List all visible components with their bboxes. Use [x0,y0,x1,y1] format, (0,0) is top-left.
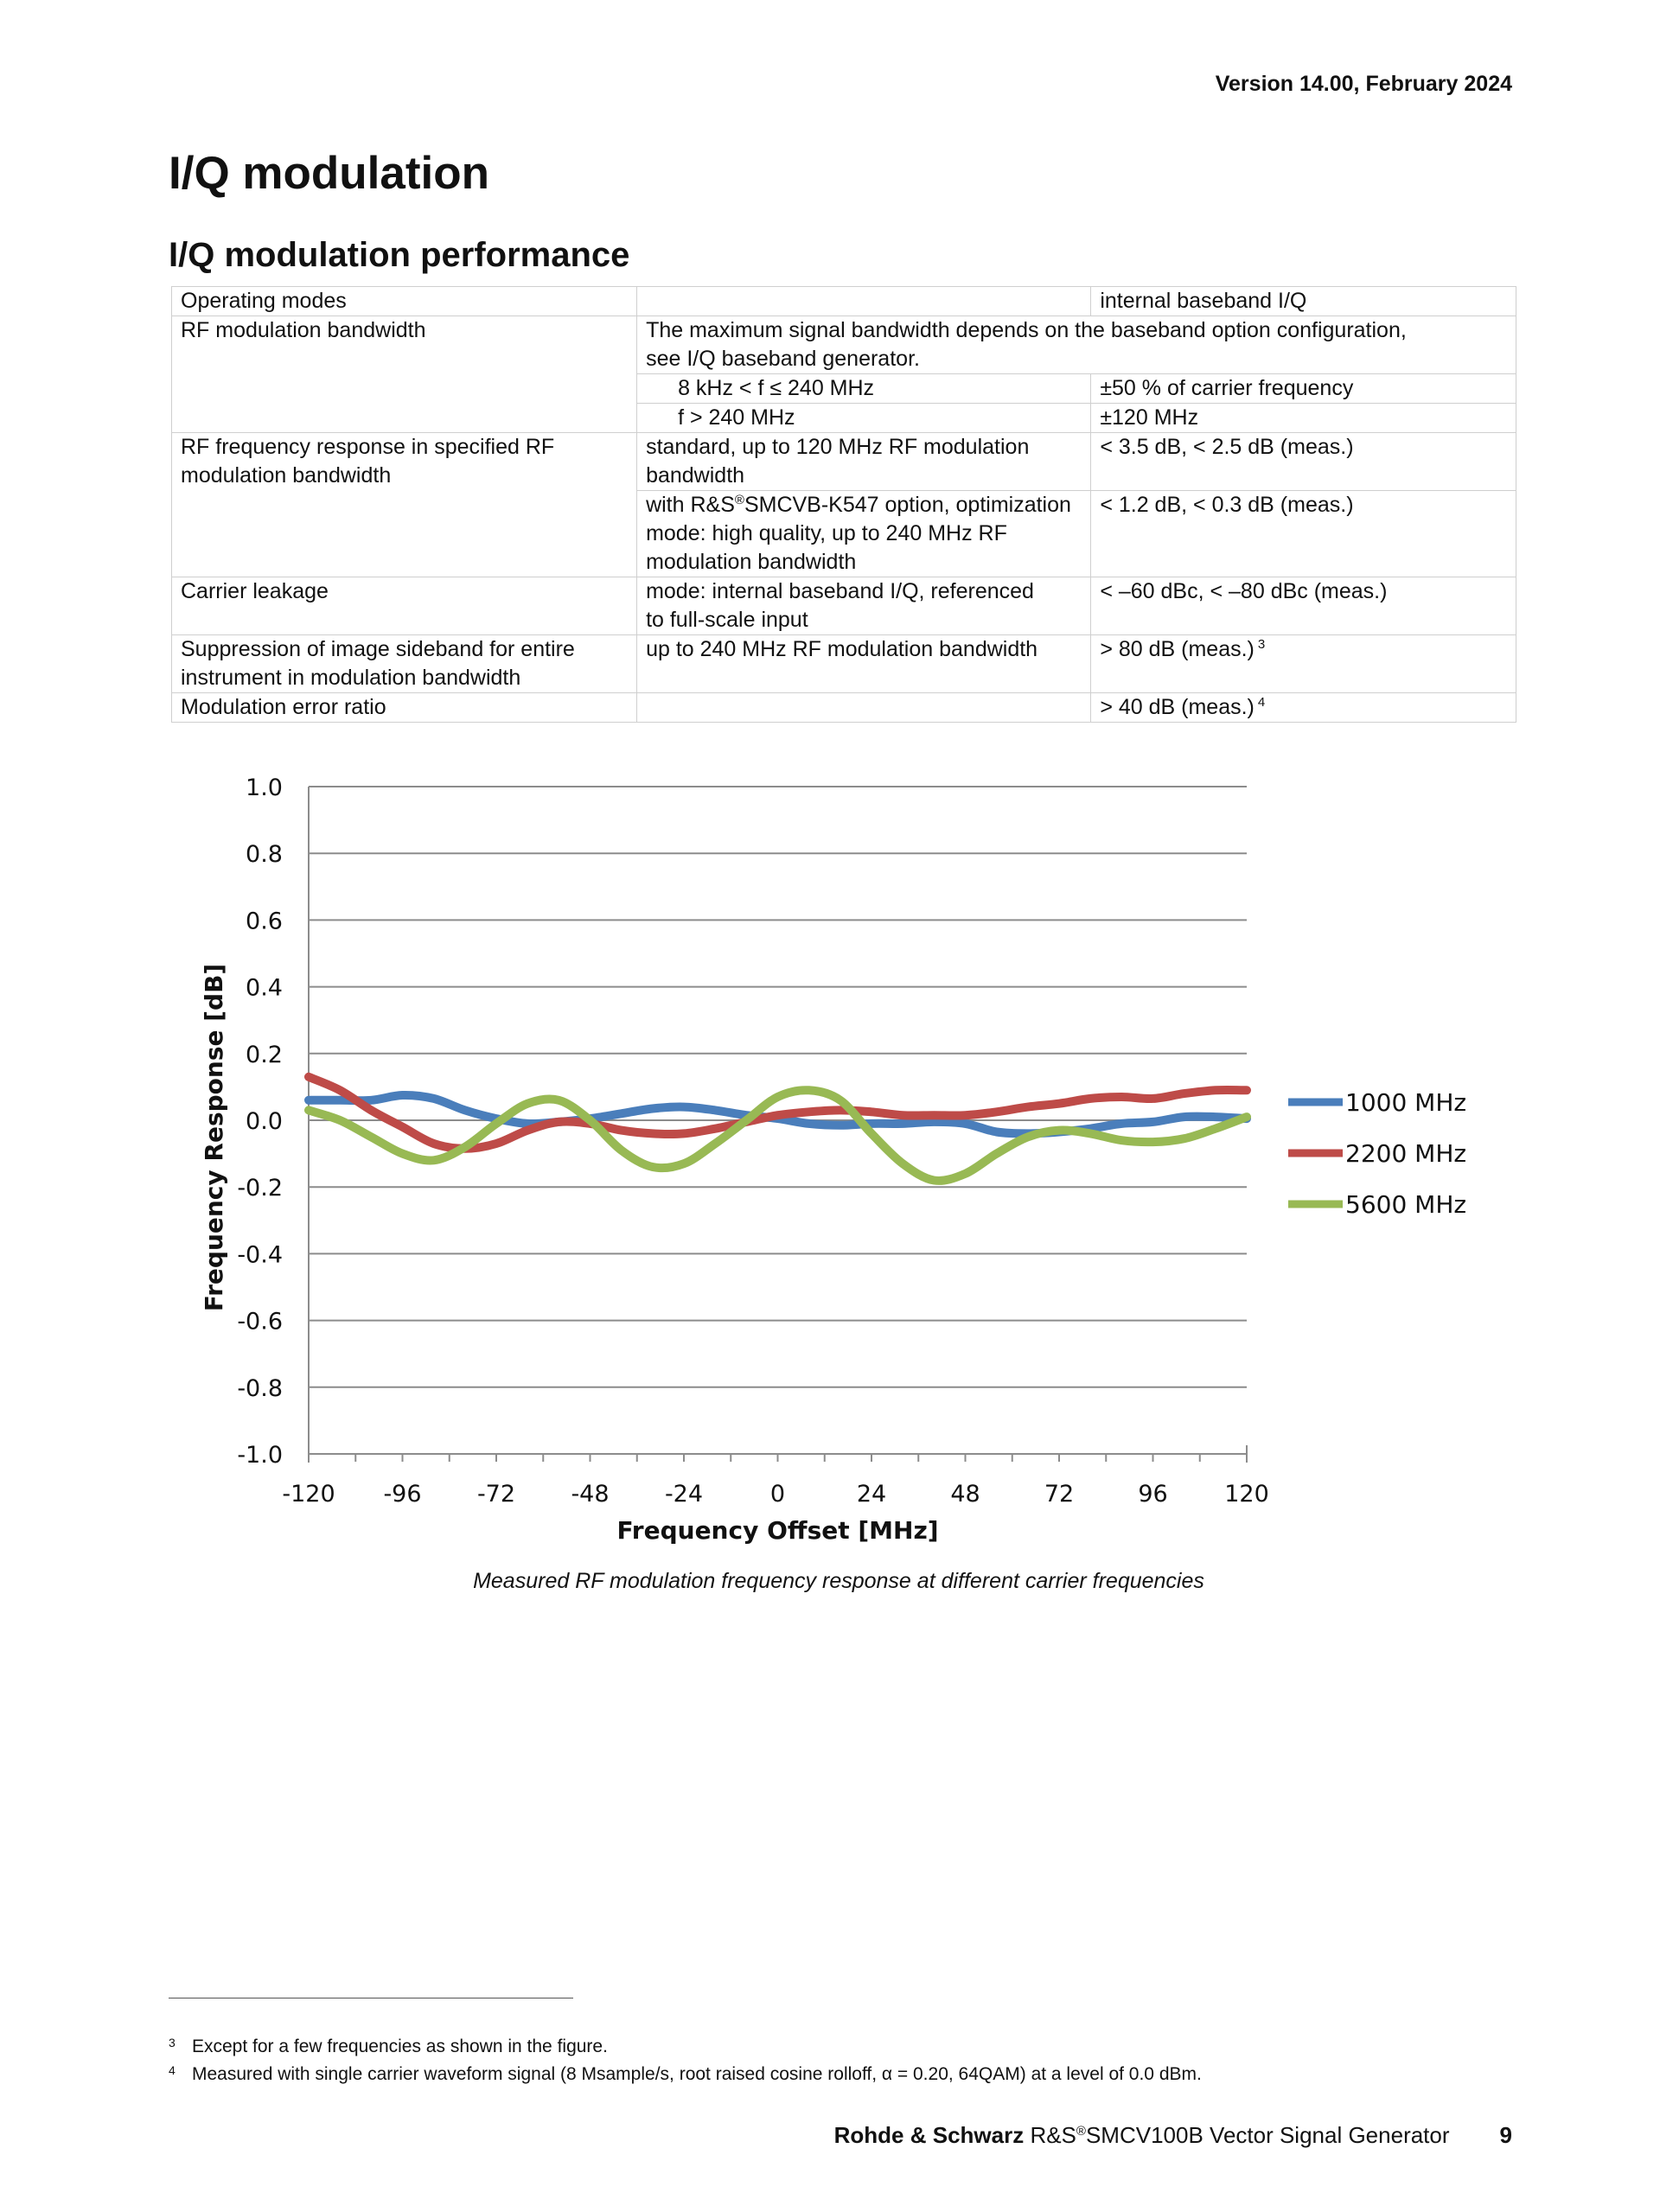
table-row [172,316,1516,374]
table-row [172,577,1516,635]
value-text: > 80 dB (meas.) [1100,637,1255,661]
x-axis-title: Frequency Offset [MHz] [616,1516,939,1545]
footnote [169,2036,608,2057]
row-value [1091,635,1516,693]
registered-mark: ® [1076,2124,1086,2139]
footnote-text: Measured with single carrier waveform signal (8 Msample/s, root raised cosine rolloff, α = 0.20, 64QAM) at a level of 0.0 dBm. [192,2064,1202,2084]
footnote-ref: 4 [1257,695,1266,710]
y-tick-label: 1.0 [246,775,283,801]
row-label: RF modulation bandwidth [172,316,637,433]
row-value: < 3.5 dB, < 2.5 dB (meas.) [1091,433,1516,491]
y-tick-label: 0.4 [246,974,283,1002]
figure-caption: Measured RF modulation frequency response at different carrier frequencies [473,1569,1204,1593]
page-number: 9 [1499,2122,1512,2148]
x-tick-label: 48 [950,1481,980,1508]
row-condition: up to 240 MHz RF modulation bandwidth [637,635,1091,693]
y-tick-label: 0.2 [246,1041,283,1068]
row-value: < –60 dBc, < –80 dBc (meas.) [1091,577,1516,635]
row-condition [637,491,1091,577]
x-tick-label: 120 [1224,1481,1269,1508]
page-title: I/Q modulation [169,148,489,199]
y-tick-label: -0.8 [237,1374,283,1402]
registered-mark: ® [734,493,744,507]
value-text: > 40 dB (meas.) [1100,695,1255,719]
x-tick-label: -96 [383,1481,422,1508]
row-condition: standard, up to 120 MHz RF modulation bandwidth [637,433,1091,491]
row-condition: mode: internal baseband I/Q, referenced to full-scale input [637,577,1091,635]
y-tick-label: 0.8 [246,841,283,869]
x-tick-label: 96 [1138,1481,1168,1508]
x-tick-label: -48 [571,1481,610,1508]
row-label: Carrier leakage [172,577,637,635]
row-value: ±120 MHz [1091,404,1516,433]
y-tick-label: -0.2 [237,1175,283,1202]
section-title: I/Q modulation performance [169,236,630,274]
row-condition [637,287,1091,316]
row-label: RF frequency response in specified RF modulation bandwidth [172,433,637,577]
footnote-number: 3 [169,2036,176,2049]
footnote-number: 4 [169,2063,176,2077]
row-label: Operating modes [172,287,637,316]
footnote-text: Except for a few frequencies as shown in the figure. [192,2037,608,2056]
row-condition: The maximum signal bandwidth depends on the baseband option configuration, see I/Q baseband generator. [637,316,1516,374]
row-value [1091,693,1516,723]
series-line-5600-mhz [309,1090,1247,1181]
page-footer [834,2122,1512,2149]
table-row [172,693,1516,723]
y-tick-label: -0.6 [237,1308,283,1335]
series-line-2200-mhz [309,1077,1247,1149]
spec-table [171,286,1516,723]
row-value: internal baseband I/Q [1091,287,1516,316]
version-label: Version 14.00, February 2024 [1215,72,1512,96]
y-tick-label: -1.0 [237,1442,283,1469]
x-tick-label: 24 [856,1481,887,1508]
table-row [172,433,1516,491]
table-row [172,635,1516,693]
x-tick-label: 72 [1044,1481,1075,1508]
legend-label: 5600 MHz [1345,1190,1467,1219]
row-label: Modulation error ratio [172,693,637,723]
footnote [169,2063,1202,2085]
row-condition: 8 kHz < f ≤ 240 MHz [637,374,1091,404]
series-line-1000-mhz [309,1095,1247,1133]
y-tick-label: 0.0 [246,1108,283,1135]
footer-product: R&S [1024,2122,1076,2148]
legend-label: 2200 MHz [1345,1139,1467,1168]
footer-company: Rohde & Schwarz [833,2122,1025,2148]
footnote-ref: 3 [1257,637,1266,652]
x-tick-label: -24 [664,1481,704,1508]
footer-product: SMCV100B Vector Signal Generator [1085,2122,1450,2148]
y-axis-title: Frequency Response [dB] [200,963,228,1312]
x-tick-label: 0 [769,1481,786,1508]
table-row [172,287,1516,316]
row-label: Suppression of image sideband for entire instrument in modulation bandwidth [172,635,637,693]
legend-label: 1000 MHz [1345,1088,1467,1117]
y-tick-label: 0.6 [246,908,283,935]
row-value: ±50 % of carrier frequency [1091,374,1516,404]
condition-text: SMCVB-K547 option, optimization mode: high quality, up to 240 MHz RF modulation bandwidth [646,493,1071,574]
row-value: < 1.2 dB, < 0.3 dB (meas.) [1091,491,1516,577]
x-tick-label: -72 [476,1481,516,1508]
row-condition: f > 240 MHz [637,404,1091,433]
x-tick-label: -120 [282,1481,335,1508]
y-tick-label: -0.4 [237,1241,283,1269]
condition-text: with R&S [646,493,735,517]
row-condition [637,693,1091,723]
